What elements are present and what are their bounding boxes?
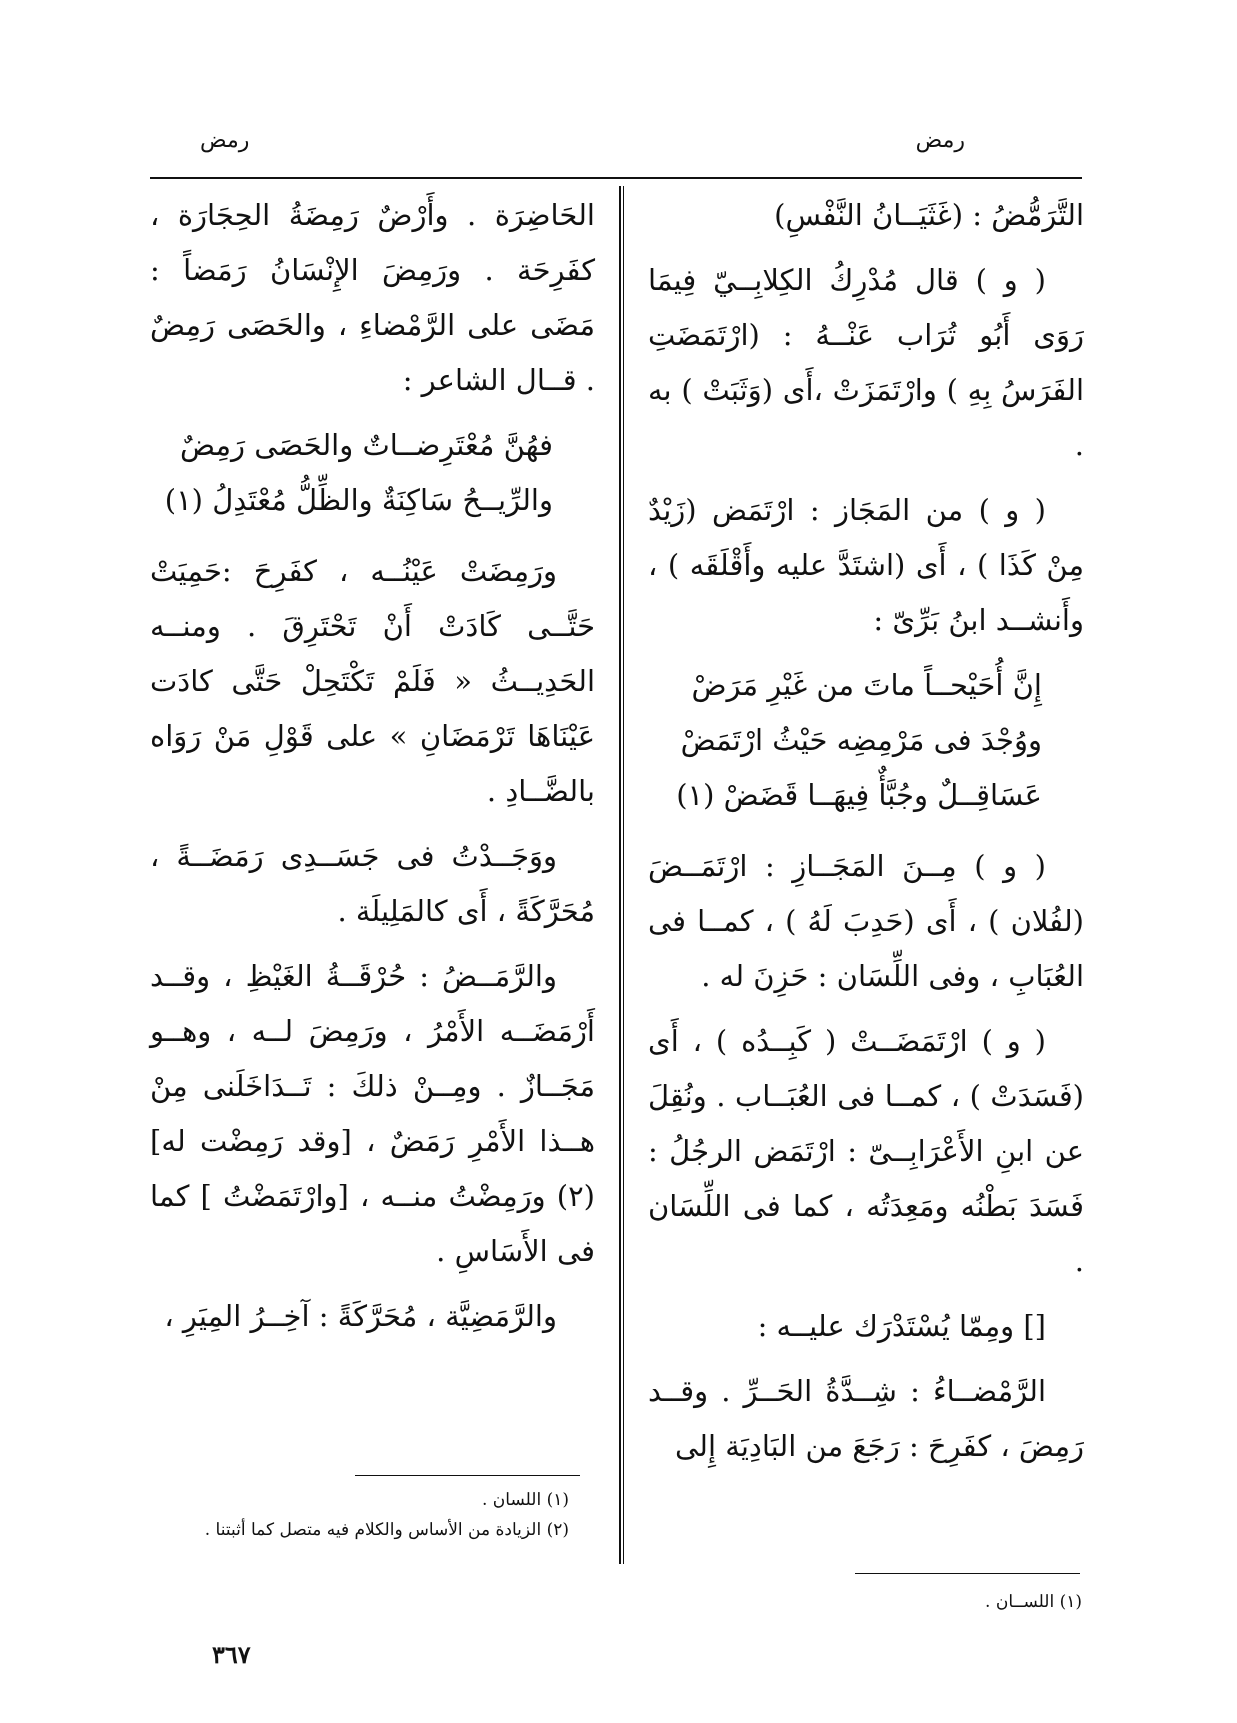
paragraph: والرَّمَضِيَّة ، مُحَرَّكَةً : آخِــرُ المِيَرِ ، bbox=[164, 1299, 557, 1333]
footnote-rule-right bbox=[855, 1573, 1080, 1574]
poem-line: والرِّيــحُ سَاكِنَةٌ والظِّلُّ مُعْتَدِلُ (١) bbox=[164, 483, 553, 517]
paragraph: ( و ) قال مُدْرِكُ الكِلابِــيّ فِيمَا رَوَى أَبُو تُرَاب عَنْــهُ : (ارْتَمَضَتِ الفَرَسُ بِهِ ) وارْتَمَزَتْ ،أَى (وَثَبَتْ ) به . bbox=[648, 263, 1084, 462]
running-header-left: رمض bbox=[200, 128, 250, 153]
header-rule bbox=[150, 177, 1082, 179]
entry-headword-paragraph: التَّرَمُّضُ : (غَثَيَــانُ النَّفْسِ) bbox=[774, 198, 1084, 232]
page-number: ٣٦٧ bbox=[212, 1640, 251, 1669]
paragraph: ( و ) مِــنَ المَجَــازِ : ارْتَمَــضَ (لفُلان ) ، أَى (حَدِبَ لَهُ ) ، كمــا فى العُبَابِ ، وفى اللِّسَان : حَزِنَ له . bbox=[648, 849, 1084, 993]
paragraph: ورَمِضَتْ عَيْنُــه ، كفَرِحَ :حَمِيَتْ حَتَّــى كَادَتْ أَنْ تَحْتَرِقَ . ومنــه الحَدِيــثُ « فَلَمْ تَكْتَحِلْ حَتَّى كادَت عَيْنَاهَا تَرْمَضَانِ » على قَوْلِ مَنْ رَوَاه بالضَّــادِ . bbox=[150, 554, 595, 808]
poem-line: عَسَاقِــلٌ وجُبَّأٌ فِيهَــا قَضَضْ (١) bbox=[676, 778, 1042, 812]
addendum-heading: [] ومِمّا يُسْتَدْرَك عليــه : bbox=[757, 1309, 1046, 1343]
column-divider bbox=[619, 186, 621, 1564]
paragraph: ( و ) ارْتَمَضَــتْ ( كَبِــدُه ) ، أَى (فَسَدَتْ ) ، كمــا فى العُبَــاب . ونُقِلَ عن ابنِ الأَعْرَابِــىّ : ارْتَمَض الرجُلُ : فَسَدَ بَطْنُه ومَعِدَتُه ، كما فى اللِّسَان . bbox=[648, 1024, 1084, 1278]
column-divider-inner bbox=[623, 186, 624, 1564]
paragraph: الرَّمْضــاءُ : شِــدَّةُ الحَــرِّ . وقــد رَمِضَ ، كفَرِحَ : رَجَعَ من البَادِيَة إِلى bbox=[648, 1374, 1084, 1463]
footnotes-left bbox=[129, 1485, 569, 1545]
footnotes-right bbox=[782, 1587, 1082, 1617]
paragraph: والرَّمَــضُ : حُرْقَــةُ الغَيْظِ ، وقــد أَرْمَضَــه الأَمْرُ ، ورَمِضَ لــه ، وهــو مَجَــازٌ . ومِــنْ ذلكَ : تَــدَاخَلَنى مِنْ هــذا الأَمْرِ رَمَضٌ ، [وقد رَمِضْت له] (٢) ورَمِضْتُ منــه ، [وارْتَمَضْتُ ] كما فى الأَسَاسِ . bbox=[150, 959, 595, 1268]
paragraph: ووَجَــدْتُ فى جَسَــدِى رَمَضَــةً ، مُحَرَّكَةً ، أَى كالمَلِيلَة . bbox=[150, 839, 595, 928]
poem-line: إِنَّ أُحَيْحــاً ماتَ من غَيْرِ مَرَضْ bbox=[691, 668, 1042, 702]
paragraph: ( و ) من المَجَاز : ارْتَمَض (زَيْدٌ مِنْ كَذَا ) ، أَى (اشتَدَّ عليه وأَقْلَقَه ) ، وأَنشــد ابنُ بَرِّىّ : bbox=[648, 493, 1084, 637]
footnote: (١) اللسان . bbox=[482, 1490, 569, 1510]
left-column bbox=[150, 188, 595, 1354]
running-header-right: رمض bbox=[915, 128, 965, 153]
poem-block bbox=[648, 658, 1084, 823]
poem-block bbox=[150, 418, 595, 528]
poem-line: ووُجْدَ فى مَرْمِضِه حَيْثُ ارْتَمَضْ bbox=[680, 723, 1042, 757]
footnote: (٢) الزيادة من الأساس والكلام فيه متصل كما أثبتنا . bbox=[204, 1520, 569, 1540]
right-column bbox=[648, 188, 1084, 1484]
footnote: (١) اللســان . bbox=[985, 1592, 1082, 1612]
footnote-rule-left bbox=[355, 1475, 580, 1476]
poem-line: فهُنَّ مُعْتَرِضــاتٌ والحَصَى رَمِضٌ bbox=[180, 428, 553, 462]
paragraph: الحَاضِرَة . وأَرْضٌ رَمِضَةُ الحِجَارَة ، كفَرِحَة . ورَمِضَ الإِنْسَانُ رَمَضاً : مَضَى على الرَّمْضاءِ ، والحَصَى رَمِضٌ . قــال الشاعر : bbox=[150, 198, 595, 397]
